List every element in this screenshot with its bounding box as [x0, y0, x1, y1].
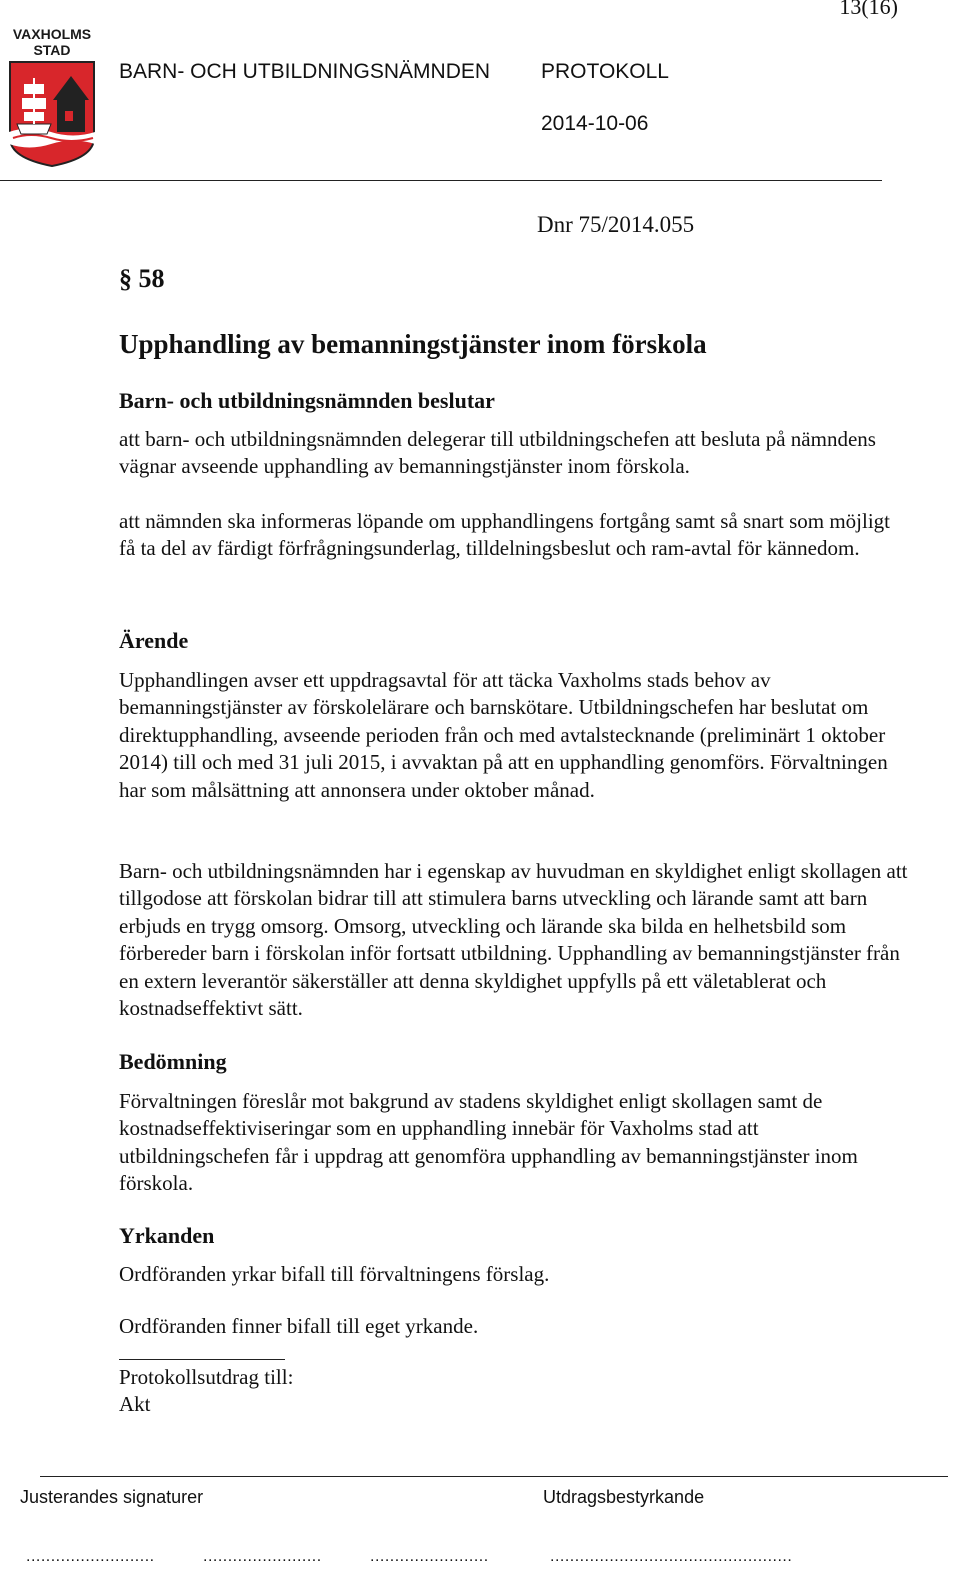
arende-paragraph-1: Upphandlingen avser ett uppdragsavtal för att täcka Vaxholms stads behov av bemanningstjänster av förskolelärare och barnskötare. Utbildningschefen har beslutat om direktupphandling, avseende perioden från och med avtalstecknande (preliminärt 1 oktober 2014) till och med 31 juli 2015, i avvaktan på att en upphandling genomförs. Förvaltningen har som målsättning att annonsera under oktober månad.	[119, 668, 888, 802]
decision-paragraph-2: att nämnden ska informeras löpande om upphandlingens fortgång samt så snart som möjligt få ta del av färdigt förfrågningsunderlag, tilldelningsbeslut och ram-avtal för kännedom.	[119, 509, 891, 561]
bedomning-heading: Bedömning	[119, 1049, 227, 1074]
distribution-divider	[119, 1359, 285, 1360]
vaxholm-city-logo	[5, 26, 100, 168]
page-number: 13(16)	[839, 0, 898, 19]
page-title: Upphandling av bemanningstjänster inom förskola	[119, 329, 707, 359]
footer-divider	[40, 1476, 948, 1477]
document-type: PROTOKOLL	[541, 60, 669, 83]
distribution-recipient: Akt	[119, 1392, 151, 1417]
signature-line: ..........................	[26, 1548, 155, 1565]
committee-name: BARN- OCH UTBILDNINGSNÄMNDEN	[119, 60, 491, 83]
yrkande-paragraph-2: Ordföranden finner bifall till eget yrkande.	[119, 1314, 479, 1338]
distribution-label: Protokollsutdrag till:	[119, 1365, 294, 1389]
yrkande-paragraph-1: Ordföranden yrkar bifall till förvaltningens förslag.	[119, 1262, 550, 1286]
signature-line: ........................	[370, 1548, 489, 1565]
decision-paragraph-1: att barn- och utbildningsnämnden delegerar till utbildningschefen att besluta på nämndens vägnar avseende upphandling av bemanningstjänster inom förskola.	[119, 427, 876, 479]
extract-signature-line: .................................................	[550, 1548, 793, 1565]
svg-text:VAXHOLMS: VAXHOLMS	[12, 26, 92, 42]
extract-certification-label: Utdragsbestyrkande	[543, 1487, 705, 1507]
arende-paragraph-2: Barn- och utbildningsnämnden har i egenskap av huvudman en skyldighet enligt skollagen att tillgodose att förskolan bidrar till att stimulera barns utveckling och lärande samt att barn erbjuds en trygg omsorg. Omsorg, utveckling och lärande ska bilda en helhetsbild som förbereder barn i förskolan inför fortsatt utbildning. Upphandling av bemanningstjänster från en extern leverantör säkerställer att denna skyldighet uppfylls på ett väletablerat och kostnadseffektivt sätt.	[119, 859, 908, 1021]
yrkanden-heading: Yrkanden	[119, 1223, 215, 1248]
bedomning-paragraph: Förvaltningen föreslår mot bakgrund av stadens skyldighet enligt skollagen samt de kostnadseffektiviseringar som en upphandling innebär för Vaxholms stad att utbildningschefen får i uppdrag att genomföra upphandling av bemanningstjänster inom förskola.	[119, 1089, 858, 1196]
svg-text:STAD: STAD	[33, 42, 71, 58]
arende-heading: Ärende	[119, 628, 189, 653]
paragraph-number: § 58	[119, 264, 165, 293]
signatures-label: Justerandes signaturer	[20, 1487, 204, 1507]
header-divider	[0, 180, 882, 181]
distribution-block	[119, 1364, 909, 1419]
meeting-date: 2014-10-06	[541, 112, 649, 135]
diary-number: Dnr 75/2014.055	[537, 212, 695, 237]
signature-line: ........................	[203, 1548, 322, 1565]
decision-heading: Barn- och utbildningsnämnden beslutar	[119, 388, 495, 413]
